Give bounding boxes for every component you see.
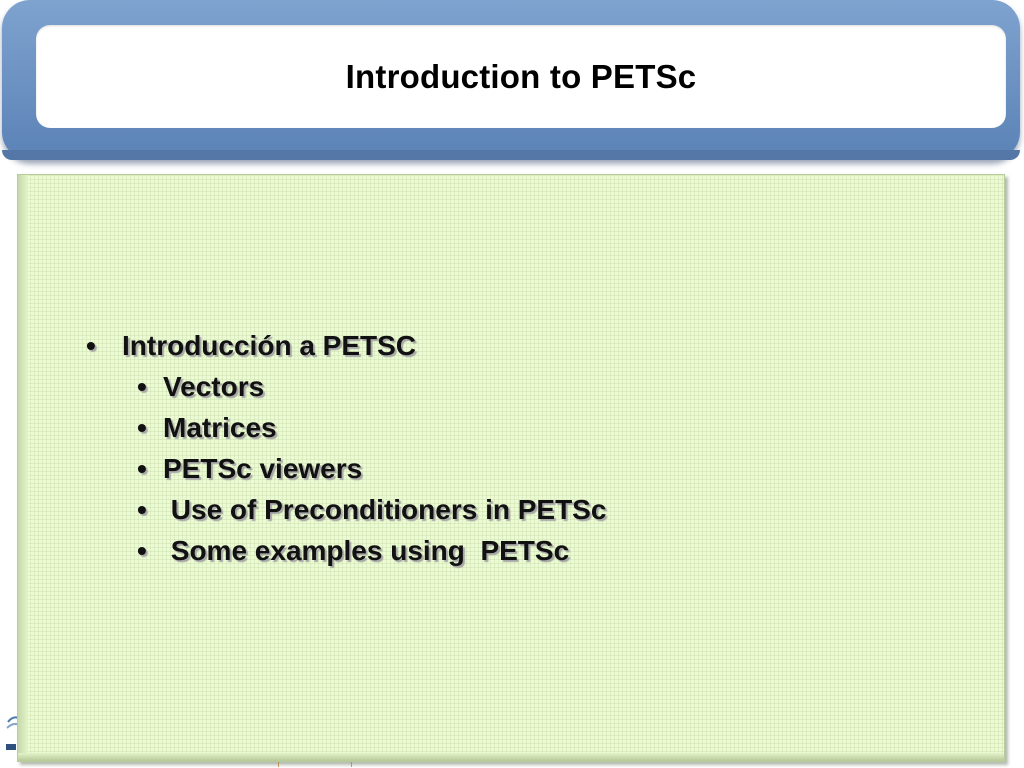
bullet-text: PETSc viewers <box>163 453 363 484</box>
content-panel <box>17 174 1005 762</box>
bullet-marker: • <box>137 535 147 566</box>
bullet-item <box>86 325 606 366</box>
slide-title: Introduction to PETSc <box>345 57 697 95</box>
bullet-text: Introducción a PETSC <box>122 330 417 361</box>
sub-bullet-item <box>86 489 606 530</box>
bullet-text: Matrices <box>163 412 277 443</box>
bullet-marker: • <box>86 330 96 361</box>
sub-bullet-item <box>86 530 606 571</box>
bullet-text: Some examples using PETSc <box>163 535 570 566</box>
sub-bullet-item <box>86 366 606 407</box>
bullet-marker: • <box>137 453 147 484</box>
sub-bullet-item <box>86 448 606 489</box>
bullet-marker: • <box>137 494 147 525</box>
bullet-marker: • <box>137 412 147 443</box>
title-box <box>36 25 1006 128</box>
bullet-text: Use of Preconditioners in PETSc <box>163 494 607 525</box>
bullet-text: Vectors <box>163 371 265 402</box>
bullet-marker: • <box>137 371 147 402</box>
sub-bullet-item <box>86 407 606 448</box>
bullet-list <box>86 325 606 571</box>
